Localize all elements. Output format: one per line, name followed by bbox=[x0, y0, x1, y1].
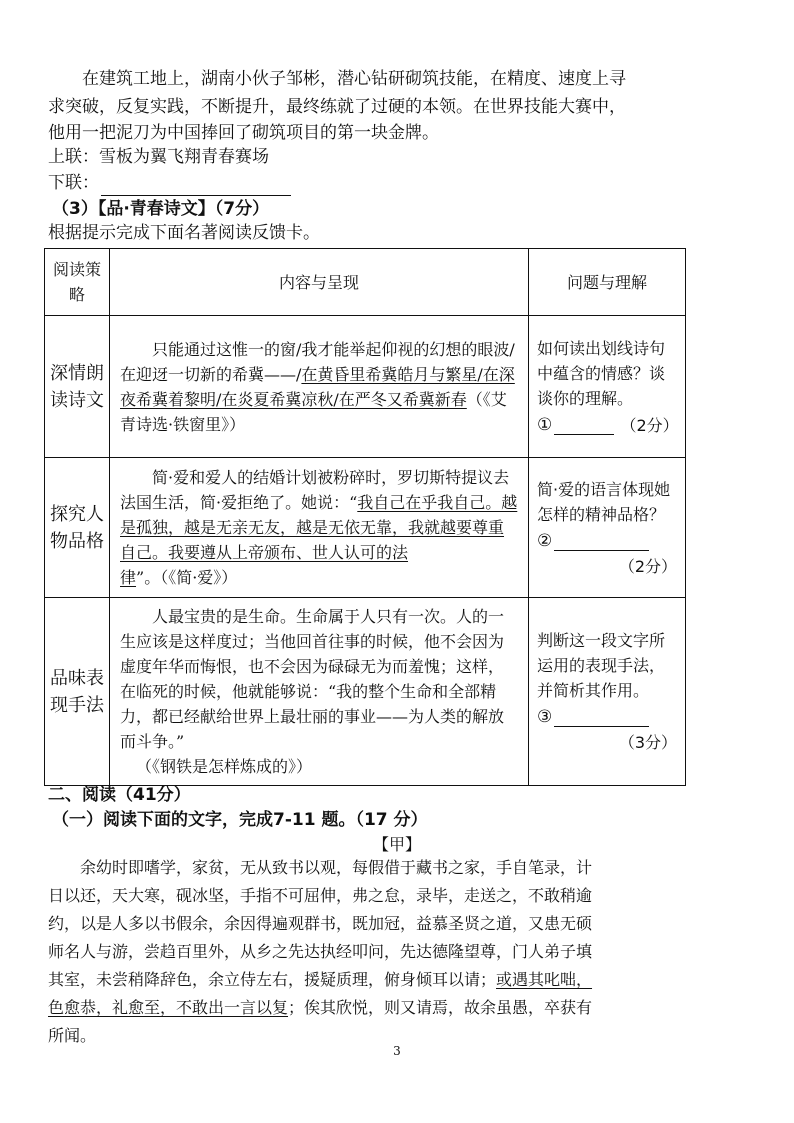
row1-source: （《艾青诗选·铁窗里》） bbox=[120, 389, 507, 434]
row2-answer-blank[interactable] bbox=[554, 532, 649, 551]
row3-score: （3分） bbox=[618, 733, 677, 752]
row1-question: 如何读出划线诗句中蕴含的情感？谈谈你的理解。 bbox=[537, 338, 666, 408]
row3-answer-number: ③ bbox=[537, 707, 553, 727]
row2-strategy: 探究人物品格 bbox=[45, 458, 110, 598]
intro-line-2: 求突破，反复实践，不断提升，最终练就了过硬的本领。在世界技能大赛中， bbox=[48, 97, 626, 117]
row1-answer-number: ① bbox=[537, 414, 553, 435]
row2-content bbox=[110, 458, 529, 598]
header-strategy: 阅读策略 bbox=[45, 249, 110, 316]
passage-line-6-text: ；俟其欣悦，则又请焉，故余虽愚，卒获有 bbox=[288, 998, 593, 1017]
passage-line-7: 所闻。 bbox=[48, 1026, 97, 1045]
passage-line-5 bbox=[48, 966, 676, 994]
row2-answer-number: ② bbox=[537, 530, 553, 551]
lower-couplet-answer-blank[interactable] bbox=[101, 175, 291, 196]
passage-jia bbox=[48, 854, 676, 1050]
row2-question-cell bbox=[529, 458, 686, 598]
card-row-3 bbox=[45, 598, 686, 786]
header-question: 问题与理解 bbox=[529, 249, 686, 316]
header-content: 内容与呈现 bbox=[110, 249, 529, 316]
row2-content-text: 简·爱和爱人的结婚计划被粉碎时，罗切斯特提议去法国生活，简·爱拒绝了。她说：“ bbox=[120, 468, 510, 512]
card-header-row bbox=[45, 249, 686, 316]
passage-line-1: 余幼时即嗜学，家贫，无从致书以观，每假借于藏书之家，手自笔录，计 bbox=[80, 858, 593, 877]
card-row-1 bbox=[45, 316, 686, 458]
row3-source: （《钢铁是怎样炼成的》） bbox=[136, 757, 313, 776]
lower-couplet-label: 下联： bbox=[48, 173, 99, 193]
lower-couplet bbox=[48, 170, 291, 196]
upper-couplet: 上联：雪板为翼飞翔青春赛场 bbox=[48, 147, 269, 167]
row2-underlined-text: 我自己在乎我自己。越是孤独，越是无亲无友，越是无依无靠，我就越要尊重自己。我要遵从上帝颁布、世人认可的法律 bbox=[120, 493, 518, 587]
passage-line-6 bbox=[48, 994, 676, 1022]
row3-question-cell bbox=[529, 598, 686, 786]
passage-line-2: 日以还，天大寒，砚冰坚，手指不可屈伸，弗之怠，录毕，走送之，不敢稍逾 bbox=[48, 886, 593, 905]
row1-strategy: 深情朗读诗文 bbox=[45, 316, 110, 458]
intro-line-1: 在建筑工地上，湖南小伙子邹彬，潜心钻研砌筑技能，在精度、速度上寻 bbox=[82, 69, 626, 89]
row3-content bbox=[110, 598, 529, 786]
card-row-2 bbox=[45, 458, 686, 598]
row3-content-text: 人最宝贵的是生命。生命属于人只有一次。人的一生应该是这样度过；当他回首往事的时候，他不会因为虚度年华而悔恨，也不会因为碌碌无为而羞愧；这样，在临死的时候，他就能够说：“我的整个生命和全部精力，都已经献给世界上最壮丽的事业——为人类的解放而斗争。” bbox=[120, 607, 505, 751]
row3-strategy: 品味表现手法 bbox=[45, 598, 110, 786]
row1-underlined-text: 在黄昏里希冀皓月与繁星/在深夜希冀着黎明/在炎夏希冀凉秋/在严冬又希冀新春 bbox=[120, 364, 515, 409]
row1-content bbox=[110, 316, 529, 458]
row1-score: （2分） bbox=[620, 415, 679, 435]
section-2-title: 二、阅读（41分） bbox=[48, 785, 191, 805]
passage-line-5-text: 其室，未尝稍降辞色，余立侍左右，援疑质理，俯身倾耳以请； bbox=[48, 970, 497, 989]
row2-source: ”。（《简·爱》） bbox=[136, 568, 238, 587]
passage-underlined-a: 或遇其叱咄， bbox=[496, 970, 593, 989]
row3-question: 判断这一段文字所运用的表现手法，并简析其作用。 bbox=[537, 631, 666, 700]
page-number: 3 bbox=[393, 1044, 401, 1058]
reading-feedback-card bbox=[44, 248, 686, 786]
passage-jia-heading: 【甲】 bbox=[372, 835, 421, 854]
q3-title: （3）【品·青春诗文】（7分） bbox=[52, 199, 270, 219]
passage-line-3: 约，以是人多以书假余，余因得遍观群书，既加冠，益慕圣贤之道，又患无硕 bbox=[48, 914, 593, 933]
section-2-subtitle: （一）阅读下面的文字，完成7-11 题。（17 分） bbox=[52, 810, 428, 830]
passage-line-4: 师名人与游，尝趋百里外，从乡之先达执经叩问，先达德隆望尊，门人弟子填 bbox=[48, 942, 593, 961]
passage-underlined-b: 色愈恭，礼愈至，不敢出一言以复 bbox=[48, 998, 289, 1017]
row1-content-text: 只能通过这惟一的窗/我才能举起仰视的幻想的眼波/在迎迓一切新的希冀——/ bbox=[120, 339, 515, 384]
row1-answer-blank[interactable] bbox=[554, 416, 614, 435]
q3-instruction: 根据提示完成下面名著阅读反馈卡。 bbox=[48, 223, 320, 243]
row2-question: 简·爱的语言体现她怎样的精神品格？ bbox=[537, 479, 671, 524]
intro-line-3: 他用一把泥刀为中国捧回了砌筑项目的第一块金牌。 bbox=[48, 123, 439, 143]
row1-question-cell bbox=[529, 316, 686, 458]
row2-score: （2分） bbox=[618, 556, 677, 576]
row3-answer-blank[interactable] bbox=[554, 708, 649, 727]
